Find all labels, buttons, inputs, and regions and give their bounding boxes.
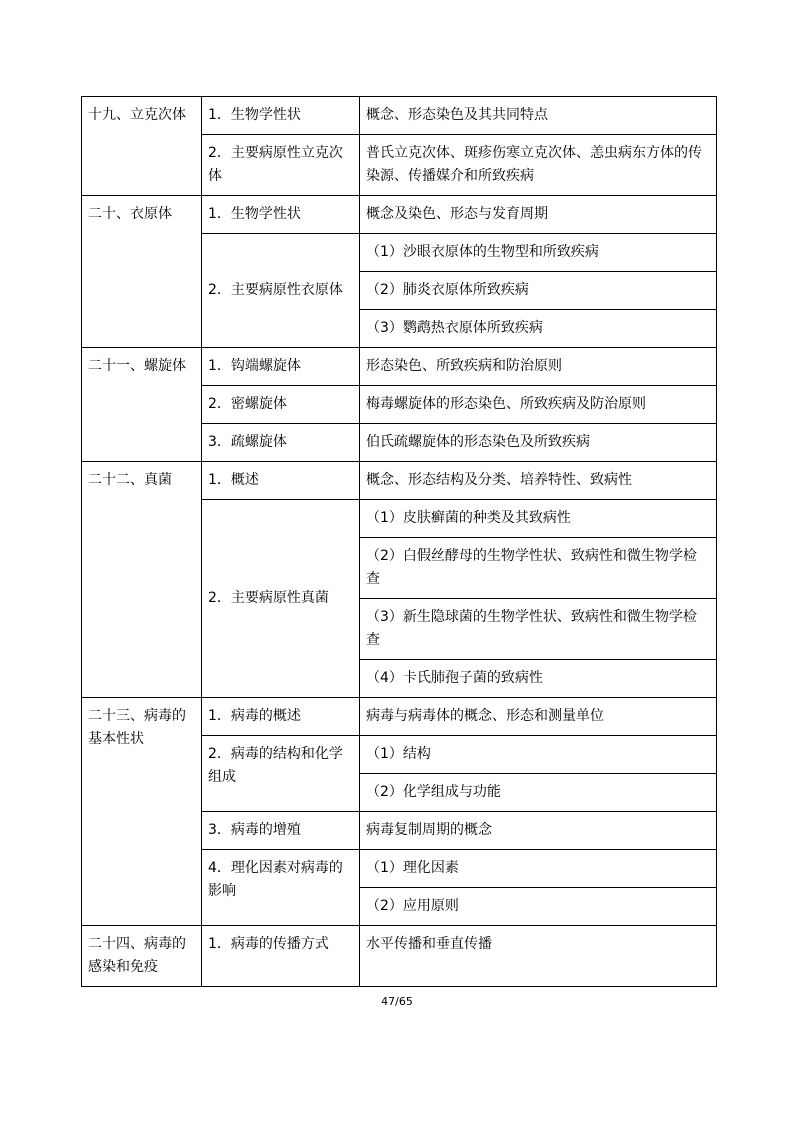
item-detail: （3）鹦鹉热衣原体所致疾病 <box>360 310 717 348</box>
table-row <box>82 698 717 736</box>
section-name: 二十、衣原体 <box>82 196 202 348</box>
item-detail: 水平传播和垂直传播 <box>360 926 717 987</box>
table-row <box>82 926 717 987</box>
item-detail: 概念、形态染色及其共同特点 <box>360 97 717 135</box>
item-label: 2．主要病原性立克次体 <box>202 135 360 196</box>
syllabus-table <box>81 96 717 987</box>
item-detail: 普氏立克次体、斑疹伤寒立克次体、恙虫病东方体的传染源、传播媒介和所致疾病 <box>360 135 717 196</box>
item-detail: （2）应用原则 <box>360 888 717 926</box>
table-row <box>82 97 717 135</box>
item-detail: （2）白假丝酵母的生物学性状、致病性和微生物学检查 <box>360 538 717 599</box>
item-detail: （2）化学组成与功能 <box>360 774 717 812</box>
item-detail: 梅毒螺旋体的形态染色、所致疾病及防治原则 <box>360 386 717 424</box>
item-detail: （2）肺炎衣原体所致疾病 <box>360 272 717 310</box>
item-detail: （1）沙眼衣原体的生物型和所致疾病 <box>360 234 717 272</box>
section-name: 二十三、病毒的基本性状 <box>82 698 202 926</box>
item-label: 2．病毒的结构和化学组成 <box>202 736 360 812</box>
section-name: 二十一、螺旋体 <box>82 348 202 462</box>
item-label: 1．生物学性状 <box>202 97 360 135</box>
item-label: 2．主要病原性真菌 <box>202 500 360 698</box>
item-detail: 形态染色、所致疾病和防治原则 <box>360 348 717 386</box>
item-label: 3．病毒的增殖 <box>202 812 360 850</box>
item-detail: 伯氏疏螺旋体的形态染色及所致疾病 <box>360 424 717 462</box>
item-detail: 概念、形态结构及分类、培养特性、致病性 <box>360 462 717 500</box>
item-detail: （3）新生隐球菌的生物学性状、致病性和微生物学检查 <box>360 599 717 660</box>
item-label: 2．密螺旋体 <box>202 386 360 424</box>
section-name: 十九、立克次体 <box>82 97 202 196</box>
item-label: 1．钩端螺旋体 <box>202 348 360 386</box>
section-name: 二十四、病毒的感染和免疫 <box>82 926 202 987</box>
item-label: 1．病毒的传播方式 <box>202 926 360 987</box>
item-label: 1．生物学性状 <box>202 196 360 234</box>
item-detail: 病毒与病毒体的概念、形态和测量单位 <box>360 698 717 736</box>
page-number: 47/65 <box>381 995 413 1008</box>
item-detail: （1）理化因素 <box>360 850 717 888</box>
table-row <box>82 462 717 500</box>
item-label: 4．理化因素对病毒的影响 <box>202 850 360 926</box>
item-label: 3．疏螺旋体 <box>202 424 360 462</box>
item-label: 1．概述 <box>202 462 360 500</box>
item-detail: 病毒复制周期的概念 <box>360 812 717 850</box>
item-detail: （1）皮肤癣菌的种类及其致病性 <box>360 500 717 538</box>
item-detail: 概念及染色、形态与发育周期 <box>360 196 717 234</box>
table-row <box>82 348 717 386</box>
item-label: 2．主要病原性衣原体 <box>202 234 360 348</box>
item-detail: （1）结构 <box>360 736 717 774</box>
item-detail: （4）卡氏肺孢子菌的致病性 <box>360 660 717 698</box>
section-name: 二十二、真菌 <box>82 462 202 698</box>
table-row <box>82 196 717 234</box>
item-label: 1．病毒的概述 <box>202 698 360 736</box>
